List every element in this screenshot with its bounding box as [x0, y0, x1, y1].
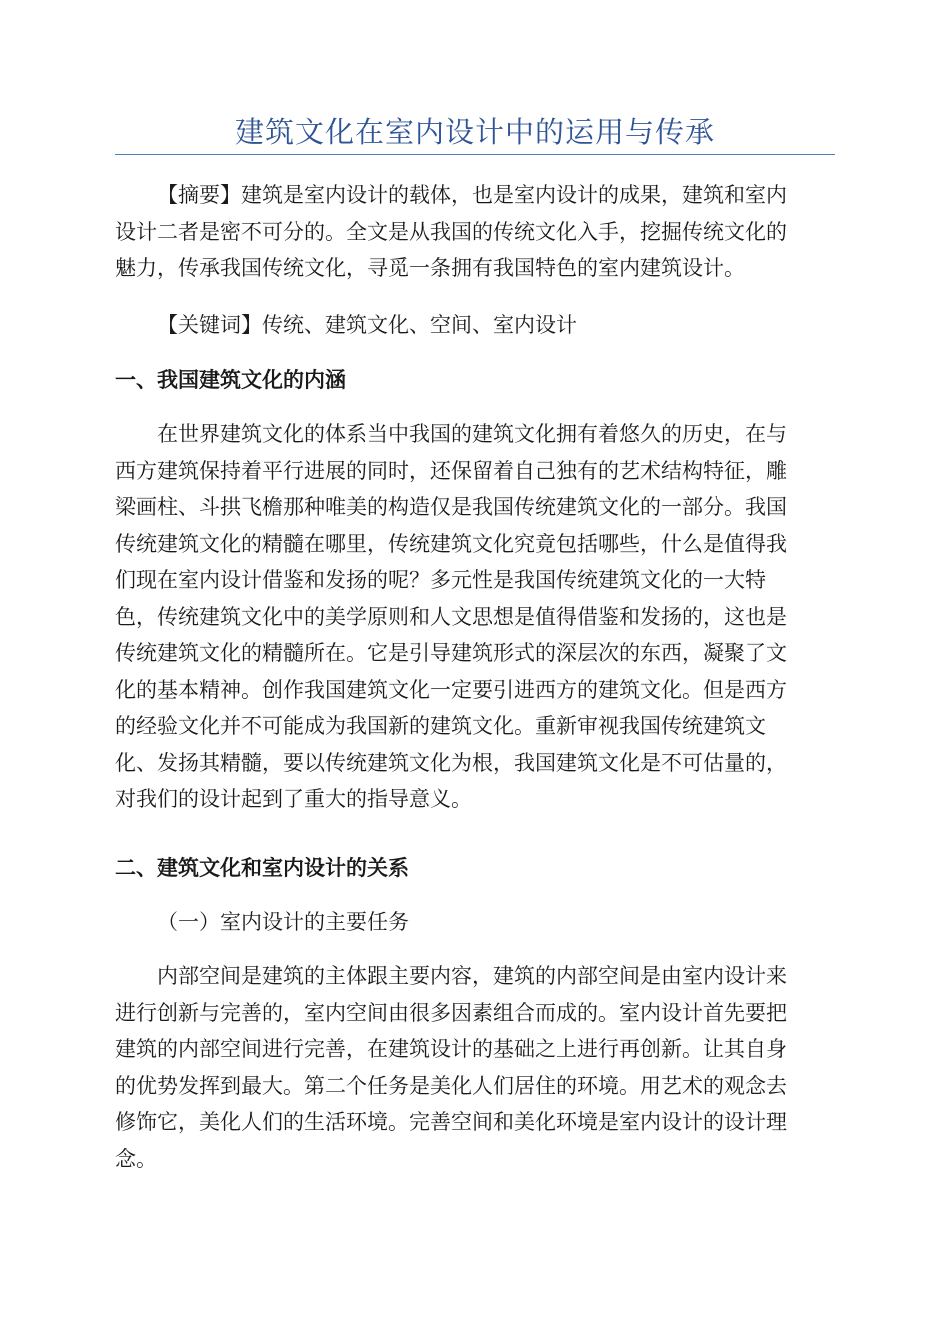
body-line: 内部空间是建筑的主体跟主要内容，建筑的内部空间是由室内设计来 [157, 964, 787, 988]
body-line: 进行创新与完善的，室内空间由很多因素组合而成的。室内设计首先要把 [115, 1000, 787, 1025]
body-line: 的经验文化并不可能成为我国新的建筑文化。重新审视我国传统建筑文 [115, 714, 766, 738]
keywords-line: 【关键词】传统、建筑文化、空间、室内设计 [157, 313, 577, 337]
section-heading: 一、我国建筑文化的内涵 [115, 367, 346, 392]
body-line: 化的基本精神。创作我国建筑文化一定要引进西方的建筑文化。但是西方 [115, 677, 787, 702]
body-line: 的优势发挥到最大。第二个任务是美化人们居住的环境。用艺术的观念去 [115, 1073, 787, 1098]
subsection-heading: （一）室内设计的主要任务 [157, 910, 409, 934]
body-line: 化、发扬其精髓，要以传统建筑文化为根，我国建筑文化是不可估量的， [115, 750, 787, 775]
body-line: 传统建筑文化的精髓所在。它是引导建筑形式的深层次的东西，凝聚了文 [115, 641, 787, 665]
body-line: 建筑的内部空间进行完善，在建筑设计的基础之上进行再创新。让其自身 [115, 1037, 787, 1061]
body-line: 在世界建筑文化的体系当中我国的建筑文化拥有着悠久的历史，在与 [157, 422, 787, 446]
abstract-line: 魅力，传承我国传统文化，寻觅一条拥有我国特色的室内建筑设计。 [115, 256, 745, 280]
abstract-line: 【摘要】建筑是室内设计的载体，也是室内设计的成果，建筑和室内 [157, 183, 787, 207]
body-line: 传统建筑文化的精髓在哪里，传统建筑文化究竟包括哪些，什么是值得我 [115, 531, 787, 556]
body-line: 梁画柱、斗拱飞檐那种唯美的构造仅是我国传统建筑文化的一部分。我国 [115, 495, 787, 519]
body-line: 色，传统建筑文化中的美学原则和人文思想是值得借鉴和发扬的，这也是 [115, 604, 787, 629]
body-line: 西方建筑保持着平行进展的同时，还保留着自己独有的艺术结构特征，雕 [115, 458, 787, 483]
body-line: 念。 [115, 1146, 157, 1171]
body-line: 们现在室内设计借鉴和发扬的呢？多元性是我国传统建筑文化的一大特 [115, 568, 766, 592]
section2-paragraph [115, 958, 835, 1177]
section-heading: 二、建筑文化和室内设计的关系 [115, 855, 409, 880]
abstract-line: 设计二者是密不可分的。全文是从我国的传统文化入手，挖掘传统文化的 [115, 219, 787, 244]
document-title: 建筑文化在室内设计中的运用与传承 [234, 115, 715, 149]
abstract-paragraph [115, 177, 835, 287]
keywords-paragraph [115, 307, 835, 344]
body-line: 修饰它，美化人们的生活环境。完善空间和美化环境是室内设计的设计理 [115, 1110, 787, 1134]
body-line: 对我们的设计起到了重大的指导意义。 [115, 787, 472, 811]
title-underline [115, 154, 835, 155]
section1-paragraph [115, 416, 835, 818]
